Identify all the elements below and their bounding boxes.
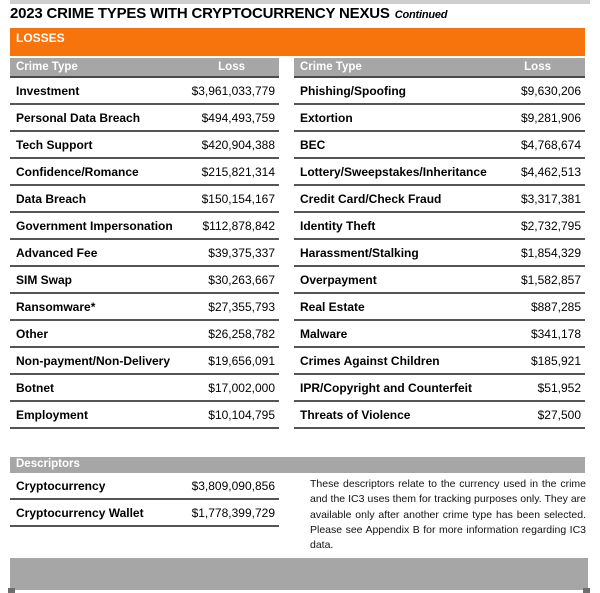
descriptors-note: These descriptors relate to the currency used in the crime and the IC3 uses them for tracking purposes only. They are available only after another crime type has been selected. Please see Appendix B for more information regarding IC3 data. <box>310 478 586 552</box>
right-table-header <box>294 58 585 76</box>
table-row <box>10 500 279 527</box>
table-row <box>294 213 585 240</box>
loss-value-cell: $887,285 <box>530 299 581 314</box>
crime-type-cell: Threats of Violence <box>300 407 411 422</box>
table-row <box>10 105 279 132</box>
loss-value-cell: $39,375,337 <box>208 245 275 260</box>
crime-type-cell: Identity Theft <box>300 218 376 233</box>
descriptors-table <box>10 473 279 527</box>
losses-table-left <box>10 76 279 429</box>
loss-value-cell: $341,178 <box>530 326 581 341</box>
loss-value-cell: $17,002,000 <box>208 380 275 395</box>
table-row <box>294 105 585 132</box>
table-row <box>10 402 279 429</box>
loss-value-cell: $1,582,857 <box>520 272 581 287</box>
crime-type-cell: Tech Support <box>16 137 93 152</box>
loss-value-cell: $494,493,759 <box>201 110 275 125</box>
crime-type-cell: IPR/Copyright and Counterfeit <box>300 380 472 395</box>
table-row <box>294 294 585 321</box>
loss-value-cell: $112,878,842 <box>202 218 275 233</box>
page-title <box>10 5 447 22</box>
loss-value-cell: $27,355,793 <box>208 299 275 314</box>
losses-table-right <box>294 76 585 429</box>
page-title-continued: Continued <box>394 9 448 21</box>
crime-type-column-header: Crime Type <box>16 61 78 73</box>
loss-value-cell: $3,317,381 <box>520 191 581 206</box>
crime-type-cell: Credit Card/Check Fraud <box>300 191 442 206</box>
loss-value-cell: $150,154,167 <box>201 191 275 206</box>
crime-type-cell: Confidence/Romance <box>16 164 139 179</box>
crime-type-cell: SIM Swap <box>16 272 73 287</box>
loss-value-cell: $26,258,782 <box>208 326 275 341</box>
loss-value-cell: $3,809,090,856 <box>191 478 275 493</box>
loss-value-cell: $4,768,674 <box>520 137 581 152</box>
loss-value-cell: $4,462,513 <box>520 164 581 179</box>
loss-value-cell: $420,904,388 <box>201 137 275 152</box>
loss-value-cell: $9,281,906 <box>520 110 581 125</box>
loss-value-cell: $3,961,033,779 <box>191 83 275 98</box>
crime-type-cell: Cryptocurrency Wallet <box>16 505 144 520</box>
table-row <box>10 159 279 186</box>
loss-value-cell: $215,821,314 <box>201 164 275 179</box>
left-table-header <box>10 58 279 76</box>
loss-value-cell: $19,656,091 <box>208 353 275 368</box>
table-row <box>294 132 585 159</box>
table-row <box>294 186 585 213</box>
crime-type-cell: Data Breach <box>16 191 87 206</box>
crime-type-cell: Harassment/Stalking <box>300 245 419 260</box>
crime-type-cell: Real Estate <box>300 299 365 314</box>
losses-section-label: LOSSES <box>16 31 65 45</box>
crime-type-cell: Phishing/Spoofing <box>300 83 406 98</box>
losses-section-header <box>10 28 585 56</box>
crime-type-cell: Investment <box>16 83 80 98</box>
crime-type-cell: Employment <box>16 407 89 422</box>
table-row <box>294 402 585 429</box>
table-row <box>10 294 279 321</box>
table-row <box>294 78 585 105</box>
descriptors-section-header <box>10 457 585 473</box>
table-row <box>10 240 279 267</box>
crime-type-cell: Ransomware* <box>16 299 96 314</box>
loss-column-header: Loss <box>218 61 245 73</box>
crime-type-cell: Non-payment/Non-Delivery <box>16 353 171 368</box>
loss-value-cell: $2,732,795 <box>520 218 581 233</box>
loss-value-cell: $51,952 <box>537 380 581 395</box>
table-row <box>10 473 279 500</box>
crime-type-cell: BEC <box>300 137 326 152</box>
crime-type-column-header: Crime Type <box>300 61 362 73</box>
crime-type-cell: Botnet <box>16 380 54 395</box>
crime-type-cell: Extortion <box>300 110 353 125</box>
crime-type-cell: Cryptocurrency <box>16 478 106 493</box>
table-row <box>10 132 279 159</box>
loss-value-cell: $9,630,206 <box>520 83 581 98</box>
loss-value-cell: $27,500 <box>537 407 581 422</box>
table-row <box>10 267 279 294</box>
loss-value-cell: $185,921 <box>530 353 581 368</box>
table-row <box>10 348 279 375</box>
loss-value-cell: $30,263,667 <box>208 272 275 287</box>
table-row <box>294 159 585 186</box>
table-row <box>10 186 279 213</box>
crime-type-cell: Government Impersonation <box>16 218 173 233</box>
crime-type-cell: Crimes Against Children <box>300 353 440 368</box>
table-row <box>10 78 279 105</box>
table-row <box>294 348 585 375</box>
crime-type-cell: Advanced Fee <box>16 245 98 260</box>
loss-value-cell: $1,854,329 <box>520 245 581 260</box>
table-row <box>294 267 585 294</box>
table-row <box>294 375 585 402</box>
table-row <box>294 240 585 267</box>
table-row <box>294 321 585 348</box>
table-row <box>10 375 279 402</box>
crime-type-cell: Lottery/Sweepstakes/Inheritance <box>300 164 487 179</box>
loss-value-cell: $1,778,399,729 <box>191 505 275 520</box>
page-title-text: 2023 CRIME TYPES WITH CRYPTOCURRENCY NEXUS <box>10 5 390 22</box>
crime-type-cell: Overpayment <box>300 272 377 287</box>
crime-type-cell: Malware <box>300 326 348 341</box>
descriptors-section-label: Descriptors <box>16 458 80 470</box>
footer-bar <box>10 558 588 590</box>
loss-value-cell: $10,104,795 <box>208 407 275 422</box>
table-row <box>10 321 279 348</box>
top-divider <box>10 0 590 4</box>
table-row <box>10 213 279 240</box>
crime-type-cell: Other <box>16 326 49 341</box>
crime-type-cell: Personal Data Breach <box>16 110 141 125</box>
loss-column-header: Loss <box>524 61 551 73</box>
